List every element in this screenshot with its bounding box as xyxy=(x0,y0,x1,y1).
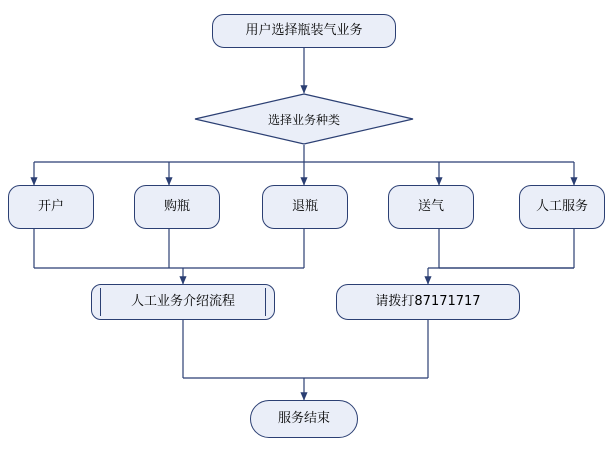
node-tuipi-label: 退瓶 xyxy=(291,198,318,214)
node-songqi[interactable] xyxy=(388,185,474,229)
node-kaihu[interactable] xyxy=(8,185,94,229)
node-bohao-label: 请拨打87171717 xyxy=(375,293,481,309)
node-end[interactable] xyxy=(250,400,358,438)
node-kaihu-label: 开户 xyxy=(37,198,64,214)
node-start[interactable] xyxy=(212,14,396,48)
node-end-label: 服务结束 xyxy=(277,410,330,426)
node-rengong-jieshao-label: 人工业务介绍流程 xyxy=(130,293,235,309)
node-decision-label: 选择业务种类 xyxy=(267,112,340,127)
node-songqi-label: 送气 xyxy=(417,198,444,214)
node-start-label: 用户选择瓶装气业务 xyxy=(245,22,363,38)
node-decision[interactable] xyxy=(194,93,414,145)
node-goupi[interactable] xyxy=(134,185,220,229)
node-tuipi[interactable] xyxy=(262,185,348,229)
node-goupi-label: 购瓶 xyxy=(163,198,190,214)
node-bohao[interactable] xyxy=(336,284,520,320)
node-rengong-jieshao[interactable] xyxy=(91,284,275,320)
node-rengong-fuwu[interactable] xyxy=(519,185,605,229)
node-rengong-fuwu-label: 人工服务 xyxy=(535,198,588,214)
